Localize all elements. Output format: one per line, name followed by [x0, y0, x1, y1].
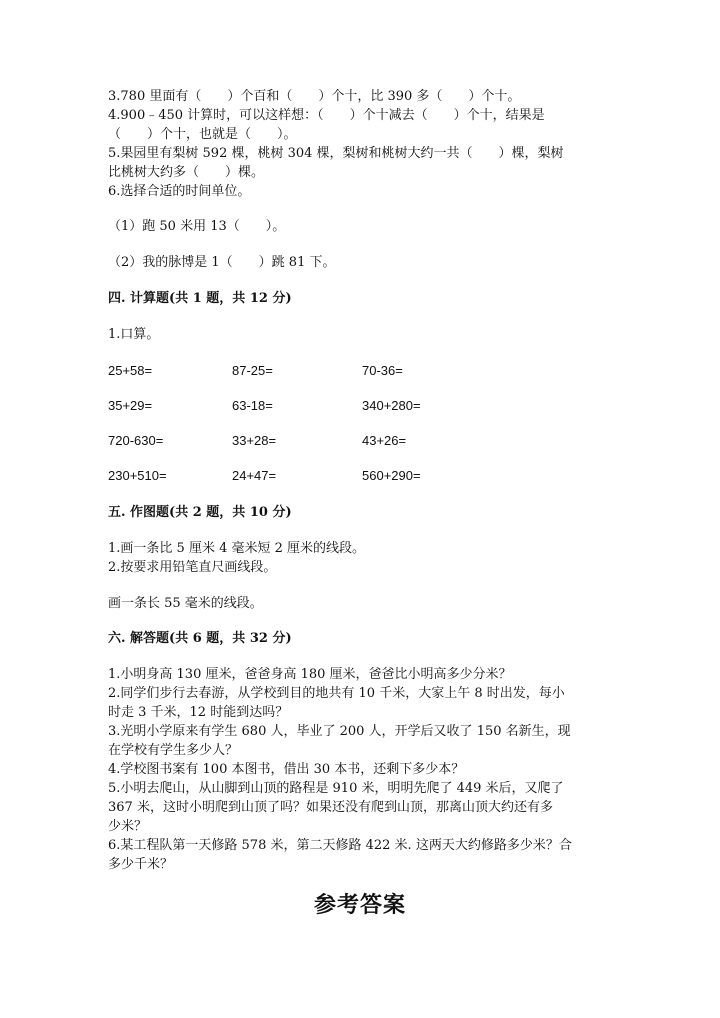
fill-in-q5-line2: 比桃树大约多（ ）棵。 — [108, 165, 265, 180]
word-problem-q5-line3: 少米？ — [108, 819, 148, 834]
word-problem-q4: 4.学校图书案有 100 本图书，借出 30 本书，还剩下多少本？ — [108, 762, 465, 777]
calc-item: 35+29= — [108, 398, 153, 413]
word-problem-q5-line1: 5.小明去爬山，从山脚到山顶的路程是 910 米，明明先爬了 449 米后，又爬了 — [108, 781, 564, 796]
calc-item: 24+47= — [232, 468, 277, 483]
calculation-q1: 1.口算。 — [108, 327, 160, 342]
calc-item: 70-36= — [362, 363, 403, 378]
calc-item: 87-25= — [232, 363, 273, 378]
fill-in-q6-2: （2）我的脉博是 1（ ）跳 81 下。 — [108, 255, 336, 270]
fill-in-q4-line2: （ ）个十，也就是（ ）。 — [108, 127, 297, 142]
word-problem-q2-line1: 2.同学们步行去春游，从学校到目的地共有 10 千米，大家上午 8 时出发，每小 — [108, 686, 565, 701]
fill-in-q3: 3.780 里面有（ ）个百和（ ）个十，比 390 多（ ）个十。 — [108, 89, 521, 104]
calc-item: 33+28= — [232, 433, 277, 448]
calc-item: 720-630= — [108, 433, 164, 448]
word-problem-q6-line2: 多少千米？ — [108, 857, 174, 872]
word-problem-q3-line1: 3.光明小学原来有学生 680 人，毕业了 200 人，开学后又收了 150 名新生，现 — [108, 724, 571, 739]
fill-in-q5-line1: 5.果园里有梨树 592 棵，桃树 304 棵，梨树和桃树大约一共（ ）棵，梨树 — [108, 146, 564, 161]
word-problem-q1: 1.小明身高 130 厘米，爸爸身高 180 厘米，爸爸比小明高多少分米？ — [108, 667, 512, 682]
fill-in-q6-1: （1）跑 50 米用 13（ ）。 — [108, 219, 286, 234]
calc-item: 25+58= — [108, 363, 153, 378]
section-heading-word-problems: 六. 解答题(共 6 题，共 32 分) — [108, 631, 292, 646]
calc-item: 340+280= — [362, 398, 421, 413]
section-heading-calculation: 四. 计算题(共 1 题，共 12 分) — [108, 291, 292, 306]
answer-key-title: 参考答案 — [313, 892, 406, 918]
drawing-q1: 1.画一条比 5 厘米 4 毫米短 2 厘米的线段。 — [108, 541, 366, 556]
word-problem-q6-line1: 6.某工程队第一天修路 578 米，第二天修路 422 米. 这两天大约修路多少米？合 — [108, 838, 572, 853]
calc-item: 63-18= — [232, 398, 273, 413]
word-problem-q5-line2: 367 米，这时小明爬到山顶了吗？如果还没有爬到山顶，那离山顶大约还有多 — [108, 800, 553, 815]
drawing-q2-sub: 画一条长 55 毫米的线段。 — [108, 596, 263, 611]
word-problem-q3-line2: 在学校有学生多少人？ — [108, 743, 239, 758]
drawing-q2: 2.按要求用铅笔直尺画线段。 — [108, 560, 277, 575]
calc-item: 43+26= — [362, 433, 407, 448]
calc-item: 230+510= — [108, 468, 167, 483]
calc-item: 560+290= — [362, 468, 421, 483]
fill-in-q4-line1: 4.900﹣450 计算时，可以这样想：（ ）个十减去（ ）个十，结果是 — [108, 108, 545, 123]
fill-in-q6: 6.选择合适的时间单位。 — [108, 184, 251, 199]
section-heading-drawing: 五. 作图题(共 2 题，共 10 分) — [108, 505, 292, 520]
word-problem-q2-line2: 时走 3 千米，12 时能到达吗？ — [108, 705, 289, 720]
